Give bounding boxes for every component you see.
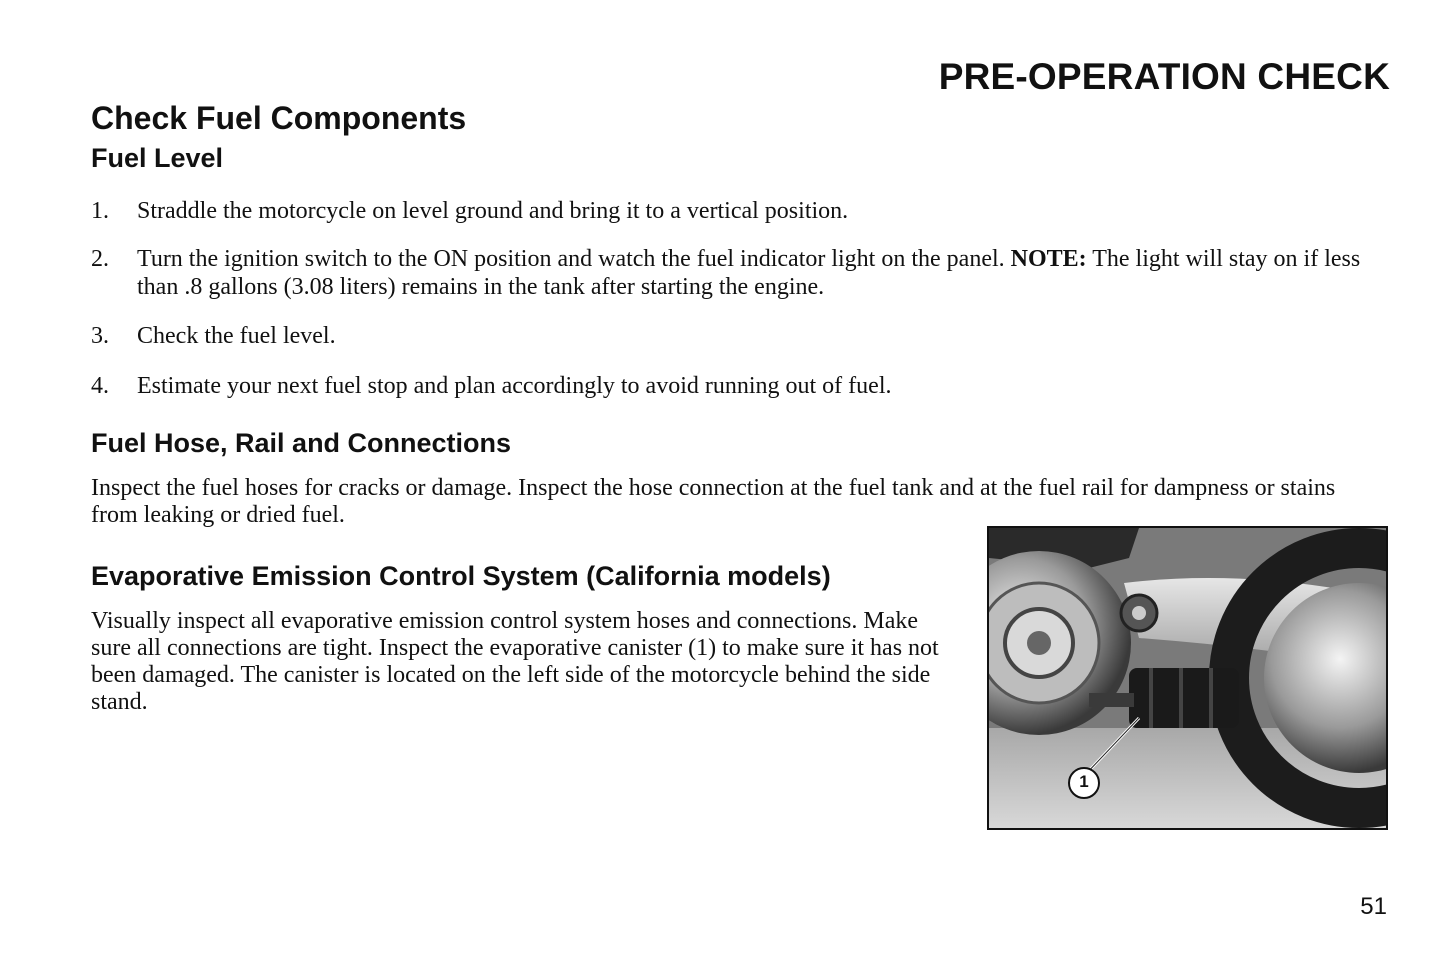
step-text-part: The light will stay on if less than .8 gallons (3.08 liters) remains in the tank after starting the engine. bbox=[137, 246, 1361, 300]
section-title: PRE-OPERATION CHECK bbox=[938, 56, 1390, 97]
fuel-hose-body: Inspect the fuel hoses for cracks or damage. Inspect the hose connection at the fuel tank and at the fuel rail for dampness or stains from leaking or dried fuel. bbox=[91, 475, 1336, 528]
step-text: Estimate your next fuel stop and plan accordingly to avoid running out of fuel. bbox=[137, 373, 892, 399]
list-item bbox=[91, 197, 1381, 225]
canister-photo bbox=[987, 526, 1388, 830]
evap-body: Visually inspect all evaporative emission control system hoses and connections. Make sure all connections are tight. Inspect the evaporative canister (1) to make sure it has not been damaged. The canister is located on the left side of the motorcycle behind the side stand. bbox=[91, 608, 939, 715]
step-number: 1. bbox=[91, 198, 109, 224]
figure-callout-number: 1 bbox=[1079, 772, 1089, 791]
page-number: 51 bbox=[1360, 893, 1387, 920]
evap-heading: Evaporative Emission Control System (California models) bbox=[91, 561, 831, 591]
page-title: Check Fuel Components bbox=[91, 100, 467, 136]
fuel-level-heading: Fuel Level bbox=[91, 143, 224, 173]
step-text: Check the fuel level. bbox=[137, 323, 336, 349]
list-item bbox=[91, 245, 1381, 301]
step-number: 2. bbox=[91, 246, 109, 272]
step-text bbox=[137, 245, 1381, 301]
note-label: NOTE: bbox=[1010, 246, 1087, 272]
step-text: Straddle the motorcycle on level ground and bring it to a vertical position. bbox=[137, 198, 849, 224]
step-text-part: Turn the ignition switch to the ON position and watch the fuel indicator light on the panel. bbox=[137, 246, 1011, 272]
step-number: 4. bbox=[91, 373, 109, 399]
fuel-hose-heading: Fuel Hose, Rail and Connections bbox=[91, 428, 512, 458]
step-number: 3. bbox=[91, 323, 109, 349]
list-item bbox=[91, 372, 1381, 400]
list-item bbox=[91, 322, 1381, 350]
